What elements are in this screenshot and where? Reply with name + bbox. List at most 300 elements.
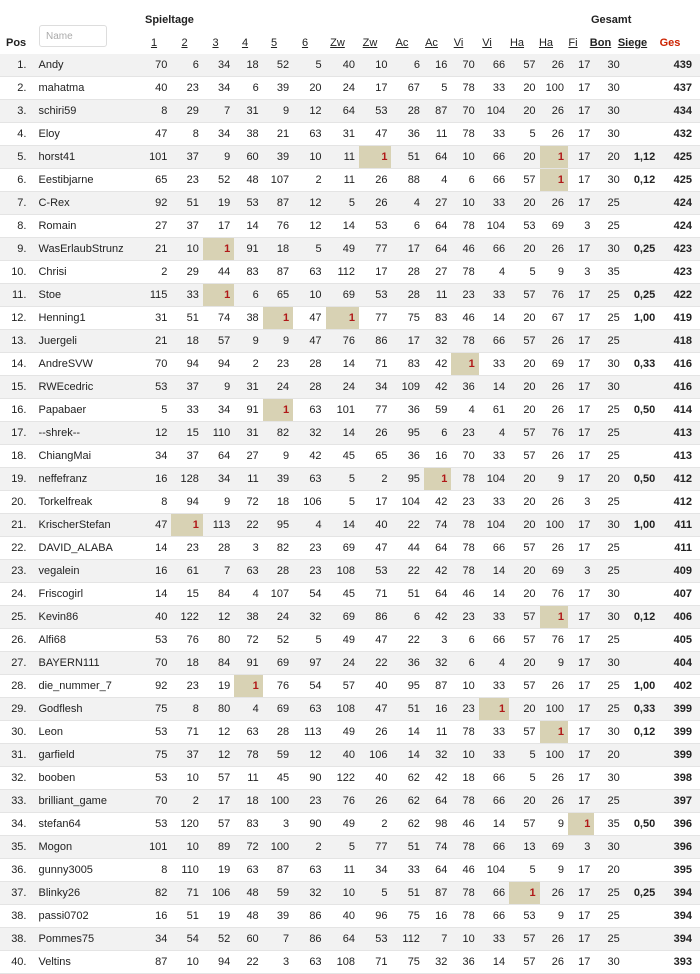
player-name[interactable]: schiri59 <box>34 100 141 123</box>
matchday-score: 33 <box>479 744 509 767</box>
matchday-score: 34 <box>359 859 391 882</box>
matchday-score: 38 <box>234 307 262 330</box>
table-row[interactable] <box>0 284 700 307</box>
matchday-score: 3 <box>568 560 594 583</box>
player-name[interactable]: RWEcedric <box>34 376 141 399</box>
bonus-points: 25 <box>594 192 623 215</box>
player-name[interactable]: Veltins <box>34 951 141 974</box>
matchday-score: 19 <box>203 192 234 215</box>
row-position: 40. <box>0 951 34 974</box>
matchday-header-10[interactable]: Ac <box>425 37 438 49</box>
matchday-score: 31 <box>234 100 262 123</box>
matchday-score: 22 <box>234 514 262 537</box>
standings-table <box>0 54 700 974</box>
player-name[interactable]: neffefranz <box>34 468 141 491</box>
matchday-score: 40 <box>359 514 391 537</box>
matchday-winner-score: 1 <box>203 284 234 307</box>
player-name[interactable]: stefan64 <box>34 813 141 836</box>
matchday-score: 33 <box>479 445 509 468</box>
table-row[interactable] <box>0 261 700 284</box>
matchday-score: 38 <box>234 123 262 146</box>
matchday-score: 69 <box>263 652 293 675</box>
wins-value: 1,00 <box>624 307 660 330</box>
matchday-score: 23 <box>171 537 202 560</box>
matchday-header-9[interactable]: Ac <box>395 37 409 49</box>
wins-value <box>624 215 660 238</box>
matchday-header-13[interactable]: Ha <box>509 37 525 49</box>
bonus-points: 30 <box>594 652 623 675</box>
table-row[interactable] <box>0 790 700 813</box>
row-position: 14. <box>0 353 34 376</box>
matchday-score: 2 <box>234 353 262 376</box>
row-position: 35. <box>0 836 34 859</box>
player-name[interactable]: horst41 <box>34 146 141 169</box>
matchday-score: 23 <box>451 284 478 307</box>
player-name[interactable]: Godflesh <box>34 698 141 721</box>
total-points: 394 <box>659 905 700 928</box>
matchday-header-2[interactable]: 2 <box>181 37 188 49</box>
matchday-score: 63 <box>293 261 325 284</box>
matchday-score: 95 <box>391 422 423 445</box>
matchday-score: 33 <box>171 284 202 307</box>
table-row[interactable] <box>0 698 700 721</box>
row-position: 37. <box>0 882 34 905</box>
row-position: 8. <box>0 215 34 238</box>
matchday-score: 9 <box>540 652 568 675</box>
matchday-score: 5 <box>509 123 539 146</box>
player-name[interactable]: WasErlaubStrunz <box>34 238 141 261</box>
matchday-score: 4 <box>424 169 451 192</box>
matchday-score: 3 <box>568 261 594 284</box>
matchday-score: 4 <box>234 698 262 721</box>
matchday-score: 57 <box>509 606 539 629</box>
table-row[interactable] <box>0 192 700 215</box>
row-position: 31. <box>0 744 34 767</box>
table-row[interactable] <box>0 146 700 169</box>
matchday-score: 84 <box>203 652 234 675</box>
matchday-score: 57 <box>509 169 539 192</box>
table-row[interactable] <box>0 445 700 468</box>
table-row[interactable] <box>0 675 700 698</box>
player-name[interactable]: gunny3005 <box>34 859 141 882</box>
player-name[interactable]: Andy <box>34 54 141 77</box>
matchday-score: 95 <box>263 514 293 537</box>
table-row[interactable] <box>0 767 700 790</box>
table-row[interactable] <box>0 560 700 583</box>
table-row[interactable] <box>0 330 700 353</box>
matchday-header-6[interactable]: 6 <box>301 37 309 49</box>
matchday-score: 11 <box>424 284 451 307</box>
player-name[interactable]: garfield <box>34 744 141 767</box>
matchday-score: 3 <box>568 836 594 859</box>
matchday-score: 9 <box>263 445 293 468</box>
matchday-header-8[interactable]: Zw <box>362 37 378 49</box>
matchday-score: 7 <box>203 560 234 583</box>
player-name[interactable]: BAYERN111 <box>34 652 141 675</box>
row-position: 9. <box>0 238 34 261</box>
matchday-score: 67 <box>540 307 568 330</box>
total-points: 409 <box>659 560 700 583</box>
matchday-score: 17 <box>359 491 391 514</box>
matchday-score: 112 <box>326 261 359 284</box>
matchday-header-12[interactable]: Vi <box>482 37 492 49</box>
matchday-score: 17 <box>568 606 594 629</box>
matchday-score: 5 <box>293 238 325 261</box>
table-row[interactable] <box>0 744 700 767</box>
table-row[interactable] <box>0 905 700 928</box>
matchday-score: 120 <box>171 813 202 836</box>
matchday-score: 9 <box>540 905 568 928</box>
matchday-score: 9 <box>203 146 234 169</box>
matchday-score: 95 <box>391 675 423 698</box>
matchday-header-7[interactable]: Zw <box>330 37 345 49</box>
player-name[interactable]: vegalein <box>34 560 141 583</box>
player-name[interactable]: booben <box>34 767 141 790</box>
matchday-score: 75 <box>391 905 423 928</box>
matchday-score: 101 <box>141 146 171 169</box>
player-name[interactable]: KrischerStefan <box>34 514 141 537</box>
matchday-score: 31 <box>234 422 262 445</box>
player-name[interactable]: Blinky26 <box>34 882 141 905</box>
matchday-score: 20 <box>293 77 325 100</box>
matchday-score: 12 <box>293 215 325 238</box>
player-name[interactable]: Juergeli <box>34 330 141 353</box>
table-row[interactable] <box>0 537 700 560</box>
matchday-score: 20 <box>509 560 539 583</box>
matchday-score: 24 <box>326 376 359 399</box>
matchday-score: 21 <box>141 238 171 261</box>
player-name[interactable]: passi0702 <box>34 905 141 928</box>
matchday-score: 90 <box>293 767 325 790</box>
matchday-score: 28 <box>391 261 423 284</box>
total-points: 432 <box>659 123 700 146</box>
table-row[interactable] <box>0 54 700 77</box>
table-row[interactable] <box>0 238 700 261</box>
table-row[interactable] <box>0 77 700 100</box>
matchday-score: 66 <box>479 767 509 790</box>
matchday-header-5[interactable]: 5 <box>270 37 278 49</box>
bonus-points: 30 <box>594 100 623 123</box>
matchday-winner-score: 1 <box>326 307 359 330</box>
table-row[interactable] <box>0 721 700 744</box>
matchday-score: 17 <box>568 583 594 606</box>
player-name[interactable]: DAVID_ALABA <box>34 537 141 560</box>
wins-value: 0,50 <box>624 399 660 422</box>
player-name[interactable]: Chrisi <box>34 261 141 284</box>
matchday-score: 76 <box>171 629 202 652</box>
matchday-score: 2 <box>293 836 325 859</box>
matchday-score: 47 <box>359 629 391 652</box>
matchday-score: 3 <box>568 215 594 238</box>
table-row[interactable] <box>0 100 700 123</box>
matchday-score: 17 <box>568 514 594 537</box>
table-row[interactable] <box>0 859 700 882</box>
bonus-points: 25 <box>594 790 623 813</box>
matchday-score: 6 <box>234 77 262 100</box>
matchday-score: 16 <box>424 445 451 468</box>
matchday-score: 34 <box>141 928 171 951</box>
matchday-score: 18 <box>451 767 478 790</box>
matchday-score: 59 <box>424 399 451 422</box>
matchday-score: 14 <box>479 560 509 583</box>
matchday-score: 87 <box>263 261 293 284</box>
bonus-points: 30 <box>594 238 623 261</box>
matchday-score: 7 <box>424 928 451 951</box>
matchday-score: 17 <box>568 100 594 123</box>
player-name[interactable]: mahatma <box>34 77 141 100</box>
table-row[interactable] <box>0 353 700 376</box>
matchday-winner-score: 1 <box>540 169 568 192</box>
matchday-score: 17 <box>568 238 594 261</box>
player-name[interactable]: Papabaer <box>34 399 141 422</box>
table-row[interactable] <box>0 169 700 192</box>
player-name[interactable]: Eloy <box>34 123 141 146</box>
matchday-score: 49 <box>326 813 359 836</box>
wins-value: 0,50 <box>624 468 660 491</box>
wins-value: 1,00 <box>624 675 660 698</box>
player-name[interactable]: Friscogirl <box>34 583 141 606</box>
player-name[interactable]: Kevin86 <box>34 606 141 629</box>
player-name[interactable]: Henning1 <box>34 307 141 330</box>
matchday-header-3[interactable]: 3 <box>212 37 219 49</box>
player-name[interactable]: brilliant_game <box>34 790 141 813</box>
matchday-score: 37 <box>171 445 202 468</box>
matchday-score: 6 <box>234 284 262 307</box>
matchday-score: 44 <box>203 261 234 284</box>
matchday-score: 62 <box>391 813 423 836</box>
matchday-score: 62 <box>391 790 423 813</box>
matchday-score: 57 <box>509 330 539 353</box>
matchday-score: 122 <box>171 606 202 629</box>
matchday-score: 91 <box>234 238 262 261</box>
matchday-score: 17 <box>568 537 594 560</box>
total-points: 397 <box>659 790 700 813</box>
player-name[interactable]: AndreSVW <box>34 353 141 376</box>
matchday-score: 32 <box>424 744 451 767</box>
table-row[interactable] <box>0 652 700 675</box>
wins-value: 1,12 <box>624 146 660 169</box>
player-name[interactable]: C-Rex <box>34 192 141 215</box>
matchday-header-1[interactable]: 1 <box>150 37 158 49</box>
matchday-score: 26 <box>540 951 568 974</box>
bon-header[interactable]: Bon <box>589 37 612 49</box>
matchday-score: 77 <box>359 836 391 859</box>
wins-value: 0,33 <box>624 353 660 376</box>
wins-value <box>624 560 660 583</box>
player-name[interactable]: Torkelfreak <box>34 491 141 514</box>
matchday-score: 5 <box>326 192 359 215</box>
matchday-score: 66 <box>479 882 509 905</box>
player-name[interactable]: Eestibjarne <box>34 169 141 192</box>
matchday-score: 115 <box>141 284 171 307</box>
matchday-winner-score: 1 <box>540 146 568 169</box>
matchday-score: 12 <box>141 422 171 445</box>
table-row[interactable] <box>0 376 700 399</box>
matchday-score: 28 <box>293 353 325 376</box>
name-filter-input[interactable] <box>39 25 107 47</box>
matchday-header-14[interactable]: Ha <box>538 37 554 49</box>
player-name[interactable]: Stoe <box>34 284 141 307</box>
player-name[interactable]: --shrek-- <box>34 422 141 445</box>
ges-header[interactable]: Ges <box>659 37 681 49</box>
table-row[interactable] <box>0 491 700 514</box>
matchday-score: 26 <box>359 790 391 813</box>
table-row[interactable] <box>0 951 700 974</box>
matchday-score: 83 <box>391 353 423 376</box>
wins-value <box>624 422 660 445</box>
matchday-score: 17 <box>391 238 423 261</box>
matchday-score: 17 <box>568 330 594 353</box>
total-points: 424 <box>659 215 700 238</box>
matchday-score: 20 <box>509 192 539 215</box>
matchday-score: 78 <box>451 790 478 813</box>
matchday-score: 17 <box>568 928 594 951</box>
matchday-score: 40 <box>326 905 359 928</box>
player-name[interactable]: Mogon <box>34 836 141 859</box>
matchday-header-15[interactable]: Fi <box>568 37 578 49</box>
matchday-score: 51 <box>391 836 423 859</box>
row-position: 2. <box>0 77 34 100</box>
table-row[interactable] <box>0 813 700 836</box>
wins-value <box>624 629 660 652</box>
matchday-score: 91 <box>234 652 262 675</box>
siege-header[interactable]: Siege <box>617 37 648 49</box>
matchday-score: 14 <box>326 514 359 537</box>
bonus-points: 25 <box>594 215 623 238</box>
bonus-points: 25 <box>594 928 623 951</box>
total-points: 398 <box>659 767 700 790</box>
bonus-points: 30 <box>594 54 623 77</box>
matchday-score: 10 <box>451 675 478 698</box>
matchday-score: 86 <box>293 905 325 928</box>
matchday-score: 70 <box>141 353 171 376</box>
matchday-header-11[interactable]: Vi <box>453 37 464 49</box>
matchday-score: 20 <box>509 583 539 606</box>
table-row[interactable] <box>0 123 700 146</box>
player-name[interactable]: Alfi68 <box>34 629 141 652</box>
matchday-score: 53 <box>359 560 391 583</box>
matchday-score: 17 <box>568 859 594 882</box>
matchday-score: 53 <box>359 100 391 123</box>
matchday-score: 5 <box>424 77 451 100</box>
matchday-score: 69 <box>326 606 359 629</box>
table-row[interactable] <box>0 629 700 652</box>
matchday-score: 23 <box>451 698 478 721</box>
matchday-winner-score: 1 <box>359 146 391 169</box>
player-name[interactable]: Pommes75 <box>34 928 141 951</box>
bonus-points: 25 <box>594 629 623 652</box>
bonus-points: 25 <box>594 905 623 928</box>
matchday-score: 51 <box>391 583 423 606</box>
matchday-winner-score: 1 <box>203 238 234 261</box>
bonus-points: 20 <box>594 744 623 767</box>
bonus-points: 35 <box>594 813 623 836</box>
matchday-score: 37 <box>171 376 202 399</box>
matchday-score: 69 <box>263 698 293 721</box>
player-name[interactable]: Leon <box>34 721 141 744</box>
player-name[interactable]: Romain <box>34 215 141 238</box>
matchday-score: 92 <box>141 675 171 698</box>
table-row[interactable] <box>0 468 700 491</box>
matchday-score: 26 <box>359 721 391 744</box>
table-row[interactable] <box>0 928 700 951</box>
table-row[interactable] <box>0 606 700 629</box>
matchday-score: 76 <box>540 629 568 652</box>
matchday-score: 14 <box>479 307 509 330</box>
table-row[interactable] <box>0 307 700 330</box>
matchday-winner-score: 1 <box>234 675 262 698</box>
table-row[interactable] <box>0 836 700 859</box>
matchday-score: 29 <box>171 100 202 123</box>
row-position: 21. <box>0 514 34 537</box>
matchday-score: 33 <box>479 77 509 100</box>
matchday-score: 94 <box>203 951 234 974</box>
player-name[interactable]: ChiangMai <box>34 445 141 468</box>
matchday-score: 88 <box>391 169 423 192</box>
matchday-score: 54 <box>293 583 325 606</box>
matchday-score: 17 <box>359 77 391 100</box>
total-points: 419 <box>659 307 700 330</box>
wins-value: 0,25 <box>624 238 660 261</box>
matchday-score: 78 <box>451 215 478 238</box>
total-points: 393 <box>659 951 700 974</box>
matchday-score: 62 <box>391 767 423 790</box>
table-row[interactable] <box>0 882 700 905</box>
matchday-score: 11 <box>326 169 359 192</box>
matchday-score: 15 <box>171 422 202 445</box>
matchday-score: 46 <box>451 238 478 261</box>
matchday-header-4[interactable]: 4 <box>241 37 249 49</box>
matchday-score: 46 <box>451 859 478 882</box>
player-name[interactable]: die_nummer_7 <box>34 675 141 698</box>
matchday-score: 16 <box>424 905 451 928</box>
matchday-score: 4 <box>234 583 262 606</box>
matchday-score: 32 <box>293 422 325 445</box>
matchday-score: 53 <box>141 629 171 652</box>
wins-value <box>624 261 660 284</box>
row-position: 6. <box>0 169 34 192</box>
table-row[interactable] <box>0 399 700 422</box>
matchday-score: 69 <box>326 537 359 560</box>
matchday-score: 17 <box>568 905 594 928</box>
matchday-score: 66 <box>479 146 509 169</box>
matchday-score: 28 <box>263 721 293 744</box>
row-position: 26. <box>0 629 34 652</box>
table-row[interactable] <box>0 583 700 606</box>
matchday-score: 47 <box>359 123 391 146</box>
matchday-score: 17 <box>568 445 594 468</box>
table-row[interactable] <box>0 422 700 445</box>
total-points: 439 <box>659 54 700 77</box>
matchday-score: 3 <box>263 813 293 836</box>
matchday-score: 104 <box>479 859 509 882</box>
matchday-score: 2 <box>171 790 202 813</box>
wins-value <box>624 100 660 123</box>
matchday-score: 9 <box>263 330 293 353</box>
matchday-score: 77 <box>359 307 391 330</box>
table-row[interactable] <box>0 514 700 537</box>
matchday-score: 107 <box>263 583 293 606</box>
matchday-score: 34 <box>203 77 234 100</box>
total-points: 411 <box>659 514 700 537</box>
matchday-score: 63 <box>293 859 325 882</box>
wins-value: 0,50 <box>624 813 660 836</box>
matchday-score: 5 <box>359 882 391 905</box>
matchday-score: 17 <box>203 215 234 238</box>
matchday-score: 53 <box>141 767 171 790</box>
matchday-score: 17 <box>568 422 594 445</box>
table-row[interactable] <box>0 215 700 238</box>
